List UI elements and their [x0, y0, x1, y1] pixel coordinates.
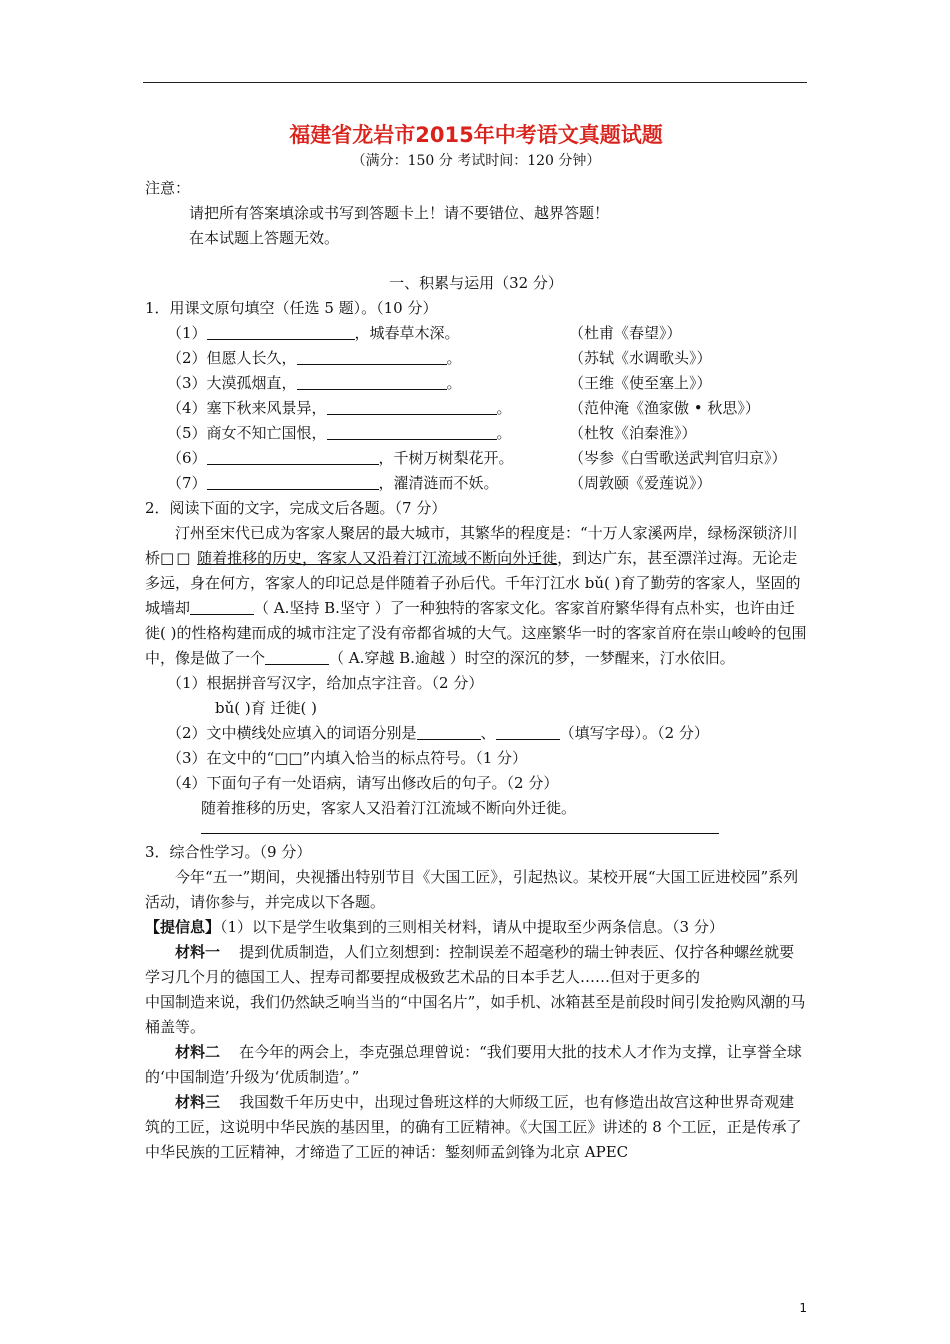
- answer-blank[interactable]: [207, 448, 379, 465]
- answer-blank[interactable]: [207, 323, 355, 340]
- answer-blank[interactable]: [207, 473, 379, 490]
- answer-blank[interactable]: [327, 423, 497, 440]
- q1-source: （范仲淹《渔家傲 • 秋思》）: [569, 399, 760, 417]
- q1-source: （苏轼《水调歌头》）: [569, 349, 712, 367]
- q1-source: （王维《使至塞上》）: [569, 374, 712, 392]
- answer-blank[interactable]: [327, 398, 497, 415]
- answer-blank[interactable]: [265, 648, 329, 665]
- exam-page: [145, 120, 807, 1165]
- q1-item: （6） ，千树万树梨花开。 （岑参《白雪歌送武判官归京》）: [145, 446, 807, 471]
- answer-blank[interactable]: [297, 348, 447, 365]
- answer-blank[interactable]: [297, 373, 447, 390]
- material-1: 材料一 提到优质制造，人们立刻想到：控制误差不超毫秒的瑞士钟表匠、仅拧各种螺丝就要学习几个月的德国工人、捏寿司都要捏成极致艺术品的日本手艺人……但对于更多的: [145, 943, 795, 986]
- faulty-sentence: 随着推移的历史，客家人又沿着汀江流域不断向外迁徙: [197, 549, 558, 567]
- q2-sub-4-sentence: 随着推移的历史，客家人又沿着汀江流域不断向外迁徙。: [201, 799, 577, 817]
- material-1-label: 材料一: [175, 943, 221, 961]
- notice-line-2: 在本试题上答题无效。: [189, 229, 340, 247]
- material-3-label: 材料三: [175, 1093, 221, 1111]
- q1-item: （4）塞下秋来风景异， 。 （范仲淹《渔家傲 • 秋思》）: [145, 396, 807, 421]
- notice-line-1: 请把所有答案填涂或书写到答题卡上！请不要错位、越界答题！: [189, 204, 610, 222]
- material-2-label: 材料二: [175, 1043, 221, 1061]
- q1-source: （岑参《白雪歌送武判官归京》）: [569, 449, 787, 467]
- q3-intro: 今年“五一”期间，央视播出特别节目《大国工匠》，引起热议。某校开展“大国工匠进校园”系列活动，请你参与，并完成以下各题。: [145, 868, 799, 911]
- q2-sub-1-answers: bǔ( )育 迁徙( ): [215, 699, 317, 717]
- q1-source: （杜牧《泊秦淮》）: [569, 424, 697, 442]
- q1-item: （5）商女不知亡国恨， 。 （杜牧《泊秦淮》）: [145, 421, 807, 446]
- q2-passage: 汀州至宋代已成为客家人聚居的最大城市，其繁华的程度是：“十万人家溪两岸，绿杨深锁济川桥□□ 随着推移的历史，客家人又沿着汀江流域不断向外迁徙，到达广东，甚至漂洋过海。无论走多远，身在何方，客家人的印记总是伴随着子孙后代。千年汀江水 bǔ( )育了勤劳的客家人，坚固的城墙却 （ A.坚持 B.坚守 ）了一种独特的客家文化。客家首府繁华得有点朴实，也许由迁徙( )的性格构建而成的城市注定了没有帝都省城的大气。这座繁华一时的客家首府在崇山峻岭的包围中，像是做了一个 （ A.穿越 B.逾越 ）时空的深沉的梦，一梦醒来，汀水依旧。: [145, 524, 807, 667]
- q1-stem: 1．用课文原句填空（任选 5 题）。（10 分）: [145, 299, 438, 317]
- q2-stem: 2．阅读下面的文字，完成文后各题。（7 分）: [145, 499, 447, 517]
- page-number: 1: [799, 1301, 807, 1315]
- q1-source: （杜甫《春望》）: [569, 324, 682, 342]
- answer-blank[interactable]: [190, 598, 254, 615]
- page-title: 福建省龙岩市2015年中考语文真题试题: [289, 123, 663, 147]
- q3-tip: 【提信息】（1）以下是学生收集到的三则相关材料，请从中提取至少两条信息。（3 分）: [145, 918, 724, 936]
- answer-blank[interactable]: [417, 723, 481, 740]
- header-rule: [143, 82, 807, 83]
- q1-source: （周敦颐《爱莲说》）: [569, 474, 712, 492]
- q2-sub-3: （3）在文中的“□□”内填入恰当的标点符号。（1 分）: [167, 749, 528, 767]
- q2-sub-2: （2）文中横线处应填入的词语分别是 、 （填写字母）。（2 分）: [167, 724, 709, 742]
- answer-line[interactable]: [201, 833, 719, 834]
- exam-info: （满分：150 分 考试时间：120 分钟）: [351, 153, 601, 169]
- q1-items: [145, 321, 807, 496]
- q1-item: （1） ，城春草木深。 （杜甫《春望》）: [145, 321, 807, 346]
- q1-item: （2）但愿人长久， 。 （苏轼《水调歌头》）: [145, 346, 807, 371]
- answer-blank[interactable]: [496, 723, 560, 740]
- material-2: 材料二 在今年的两会上，李克强总理曾说：“我们要用大批的技术人才作为支撑，让享誉全球的‘中国制造’升级为‘优质制造’。”: [145, 1043, 802, 1086]
- q1-item: （7） ，濯清涟而不妖。 （周敦颐《爱莲说》）: [145, 471, 807, 496]
- notice-label: 注意：: [145, 179, 191, 197]
- tip-label: 【提信息】: [145, 918, 221, 936]
- punctuation-boxes[interactable]: □□: [160, 549, 193, 567]
- section-heading: 一、积累与运用（32 分）: [389, 274, 563, 292]
- material-3: 材料三 我国数千年历史中，出现过鲁班这样的大师级工匠，也有修造出故宫这种世界奇观建筑的工匠，这说明中华民族的基因里，的确有工匠精神。《大国工匠》讲述的 8 个工匠，正是传承了中华民族的工匠精神，才缔造了工匠的神话：錾刻师孟剑锋为北京 APEC: [145, 1093, 802, 1161]
- q1-item: （3）大漠孤烟直， 。 （王维《使至塞上》）: [145, 371, 807, 396]
- q3-stem: 3．综合性学习。（9 分）: [145, 843, 312, 861]
- material-1-cont: 中国制造来说，我们仍然缺乏响当当的“中国名片”，如手机、冰箱甚至是前段时间引发抢购风潮的马桶盖等。: [145, 993, 806, 1036]
- q2-sub-4: （4）下面句子有一处语病，请写出修改后的句子。（2 分）: [167, 774, 559, 792]
- q2-sub-1: （1）根据拼音写汉字，给加点字注音。（2 分）: [167, 674, 484, 692]
